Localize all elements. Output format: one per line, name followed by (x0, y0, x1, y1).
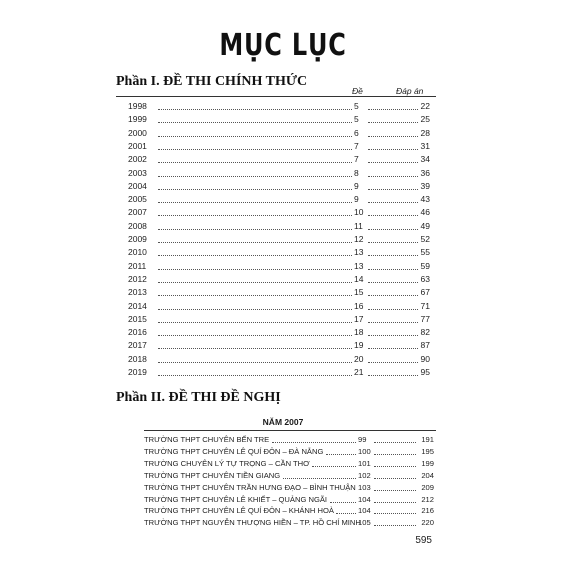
dot-leader (374, 445, 416, 455)
school-dapan-page: 209 (421, 482, 434, 492)
school-de-page: 101 (358, 458, 371, 468)
toc-row (116, 167, 432, 179)
toc-row (116, 260, 432, 272)
toc-row-dapan-page: 95 (420, 367, 430, 377)
dot-leader (312, 457, 356, 467)
school-de-page: 102 (358, 470, 371, 480)
dot-leader (374, 504, 416, 514)
dot-leader (336, 504, 356, 514)
toc-row-dapan-page: 39 (420, 180, 430, 191)
toc-row-year: 2019 (128, 367, 147, 377)
toc-row-year: 2002 (128, 154, 147, 165)
school-de-page: 103 (358, 482, 371, 492)
toc-row-year: 2000 (128, 127, 147, 138)
toc-row-year: 2003 (128, 167, 147, 178)
dot-leader (368, 326, 418, 336)
school-name: TRƯỜNG THPT CHUYÊN BẾN TRE (144, 435, 270, 444)
toc-row-de-page: 7 (354, 140, 359, 151)
toc-row-year: 2007 (128, 207, 147, 218)
toc-row-de-page: 13 (354, 247, 364, 258)
toc-row-dapan-page: 55 (420, 247, 430, 258)
dot-leader (158, 366, 352, 376)
toc-row-year: 1998 (128, 101, 147, 111)
toc-row-dapan-page: 59 (420, 260, 430, 271)
school-dapan-page: 212 (421, 494, 434, 504)
toc-row (116, 140, 432, 152)
dot-leader (158, 286, 352, 296)
school-name: TRƯỜNG CHUYÊN LÝ TỰ TRỌNG – CẦN THƠ (144, 458, 310, 468)
toc-row (116, 180, 432, 192)
dot-leader (368, 113, 418, 123)
dot-leader (368, 167, 418, 177)
toc-row-de-page: 6 (354, 127, 359, 138)
toc-row (116, 300, 432, 312)
dot-leader (374, 433, 416, 443)
part1-heading: Phần I. ĐỀ THI CHÍNH THỨC (116, 74, 308, 89)
page-number: 595 (415, 535, 432, 546)
toc-row-de-page: 21 (354, 367, 364, 377)
dot-leader (272, 433, 356, 443)
dot-leader (368, 193, 418, 203)
toc-row (116, 366, 432, 378)
dot-leader (368, 180, 418, 190)
toc-row (116, 127, 432, 139)
toc-row (116, 233, 432, 245)
dot-leader (368, 153, 418, 163)
toc-row-dapan-page: 22 (420, 101, 430, 111)
toc-row-de-page: 8 (354, 167, 359, 178)
toc-row-dapan-page: 90 (420, 353, 430, 364)
toc-row-year: 2008 (128, 220, 147, 231)
school-name: TRƯỜNG THPT CHUYÊN LÊ QUÍ ĐÔN – ĐÀ NẴNG (144, 446, 324, 456)
toc-row-de-page: 12 (354, 234, 364, 244)
dot-leader (368, 140, 418, 150)
dot-leader (368, 366, 418, 376)
toc-row-de-page: 20 (354, 353, 364, 364)
dot-leader (374, 457, 416, 467)
dot-leader (158, 193, 352, 203)
toc-row (116, 339, 432, 351)
toc-row-dapan-page: 31 (420, 140, 430, 151)
dot-leader (368, 233, 418, 243)
toc-row-dapan-page: 28 (420, 127, 430, 138)
school-row (144, 516, 434, 530)
toc-row-de-page: 9 (354, 194, 359, 205)
toc-row-dapan-page: 49 (420, 220, 430, 231)
dot-leader (368, 353, 418, 363)
toc-row-dapan-page: 82 (420, 327, 430, 338)
dot-leader (368, 313, 418, 323)
dot-leader (158, 100, 352, 110)
toc-row-de-page: 17 (354, 313, 364, 324)
toc-row-dapan-page: 36 (420, 167, 430, 178)
dot-leader (374, 469, 416, 479)
dot-leader (368, 300, 418, 310)
dot-leader (158, 180, 352, 190)
dot-leader (158, 300, 352, 310)
toc-row-year: 2013 (128, 287, 147, 298)
dot-leader (158, 153, 352, 163)
toc-row-dapan-page: 25 (420, 114, 430, 125)
toc-row-year: 2018 (128, 353, 147, 364)
dot-leader (374, 493, 416, 503)
toc-row-de-page: 10 (354, 207, 364, 218)
toc-row (116, 353, 432, 365)
toc-row-de-page: 9 (354, 180, 359, 191)
school-name: TRƯỜNG THPT CHUYÊN LÊ KHIẾT – QUẢNG NGÃI (144, 494, 328, 504)
toc-row-dapan-page: 87 (420, 340, 430, 351)
toc-row-year: 2014 (128, 300, 147, 311)
dot-leader (368, 286, 418, 296)
dot-leader (158, 220, 352, 230)
school-de-page: 99 (358, 435, 367, 444)
toc-row-year: 2017 (128, 340, 147, 351)
school-dapan-page: 220 (421, 518, 434, 528)
dot-leader (326, 445, 356, 455)
school-name: TRƯỜNG THPT CHUYÊN TIỀN GIANG (144, 470, 281, 480)
toc-row-de-page: 19 (354, 340, 364, 351)
toc-row (116, 206, 432, 218)
toc-row-de-page: 5 (354, 114, 359, 125)
dot-leader (158, 339, 352, 349)
dot-leader (158, 246, 352, 256)
part2-rule (144, 430, 436, 431)
toc-row-year: 2005 (128, 194, 147, 205)
toc-row-year: 2001 (128, 140, 147, 151)
school-de-page: 100 (358, 446, 371, 456)
toc-row-de-page: 14 (354, 273, 364, 284)
toc-row-dapan-page: 67 (420, 287, 430, 298)
dot-leader (368, 206, 418, 216)
school-name: TRƯỜNG THPT NGUYỄN THƯỢNG HIỀN – TP. HỒ CHÍ MINH (144, 518, 361, 528)
school-dapan-page: 191 (421, 435, 434, 444)
school-dapan-page: 199 (421, 458, 434, 468)
dot-leader (368, 100, 418, 110)
school-de-page: 104 (358, 506, 371, 516)
toc-row-year: 2010 (128, 247, 147, 258)
year-subheading: NĂM 2007 (262, 417, 304, 427)
toc-row (116, 113, 432, 125)
dot-leader (158, 273, 352, 283)
toc-row-dapan-page: 63 (420, 273, 430, 284)
toc-row (116, 246, 432, 258)
page-title: MỤC LỤC (219, 28, 347, 63)
toc-row (116, 326, 432, 338)
toc-row-de-page: 11 (354, 220, 363, 231)
dot-leader (158, 113, 352, 123)
toc-row-dapan-page: 46 (420, 207, 430, 218)
dot-leader (368, 246, 418, 256)
school-dapan-page: 195 (421, 446, 434, 456)
dot-leader (158, 140, 352, 150)
school-dapan-page: 204 (421, 470, 434, 480)
toc-row (116, 153, 432, 165)
dot-leader (374, 516, 416, 526)
part2-heading: Phần II. ĐỀ THI ĐỀ NGHỊ (116, 390, 281, 405)
dot-leader (368, 273, 418, 283)
school-name: TRƯỜNG THPT CHUYÊN LÊ QUÍ ĐÔN – KHÁNH HOÀ (144, 506, 334, 516)
school-de-page: 105 (358, 518, 371, 528)
toc-row-de-page: 18 (354, 327, 364, 338)
dot-leader (283, 469, 356, 479)
toc-row-year: 2015 (128, 313, 147, 324)
dot-leader (368, 260, 418, 270)
toc-row-dapan-page: 34 (420, 154, 430, 165)
toc-row-year: 1999 (128, 114, 147, 125)
dot-leader (368, 339, 418, 349)
toc-row-year: 2004 (128, 180, 147, 191)
dot-leader (374, 481, 416, 491)
toc-row (116, 193, 432, 205)
toc-row-de-page: 15 (354, 287, 364, 298)
toc-row-dapan-page: 43 (420, 194, 430, 205)
toc-row-de-page: 7 (354, 154, 359, 165)
dot-leader (158, 260, 352, 270)
col-dapan-header: Đáp án (396, 86, 424, 96)
toc-row-year: 2011 (128, 260, 147, 271)
toc-row-year: 2012 (128, 273, 147, 284)
dot-leader (158, 313, 352, 323)
toc-row-de-page: 13 (354, 260, 364, 271)
toc-row (116, 273, 432, 285)
dot-leader (158, 353, 352, 363)
toc-row-de-page: 5 (354, 101, 359, 111)
part1-rule (116, 96, 436, 97)
dot-leader (158, 127, 352, 137)
school-de-page: 104 (358, 494, 371, 504)
school-name: TRƯỜNG THPT CHUYÊN TRẦN HƯNG ĐẠO – BÌNH THUẬN (144, 482, 356, 492)
dot-leader (158, 206, 352, 216)
toc-row (116, 313, 432, 325)
dot-leader (158, 167, 352, 177)
toc-row (116, 100, 432, 112)
dot-leader (368, 220, 418, 230)
col-de-header: Đề (352, 86, 363, 96)
toc-row-dapan-page: 52 (420, 234, 430, 244)
toc-row-year: 2016 (128, 327, 147, 338)
school-dapan-page: 216 (421, 506, 434, 516)
toc-row (116, 220, 432, 232)
toc-row (116, 286, 432, 298)
toc-row-dapan-page: 71 (420, 300, 430, 311)
toc-row-de-page: 16 (354, 300, 364, 311)
dot-leader (158, 233, 352, 243)
dot-leader (158, 326, 352, 336)
dot-leader (368, 127, 418, 137)
toc-row-dapan-page: 77 (420, 313, 430, 324)
toc-row-year: 2009 (128, 234, 147, 244)
dot-leader (330, 493, 356, 503)
